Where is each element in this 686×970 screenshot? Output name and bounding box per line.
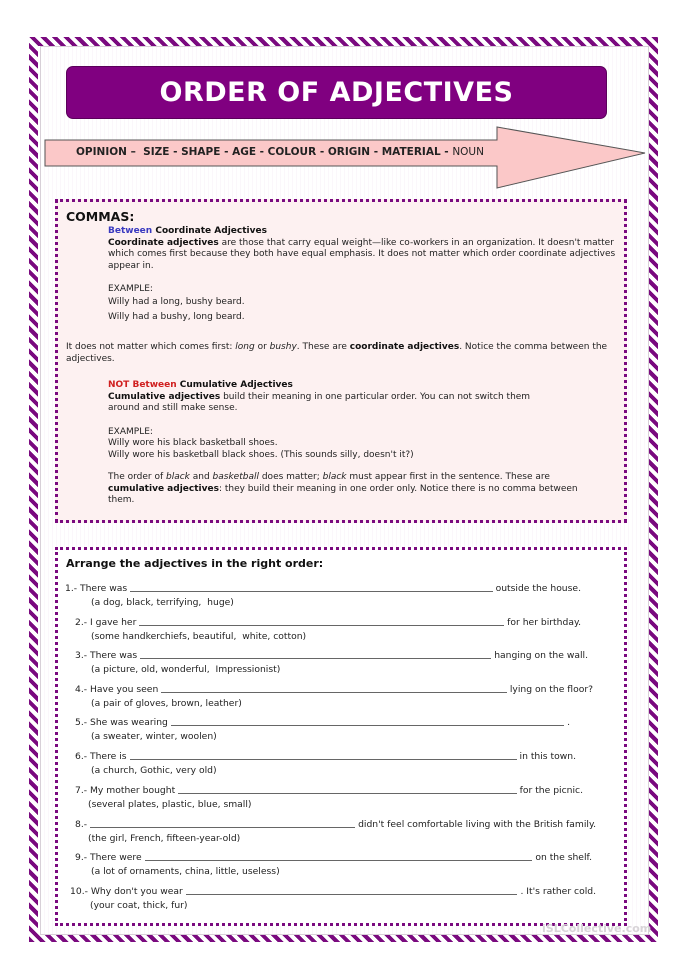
item-prefix: 2.- I gave her <box>75 617 137 628</box>
item-suffix: for the picnic. <box>519 785 583 796</box>
answer-blank[interactable] <box>140 658 491 659</box>
not-between-label: NOT Between <box>108 380 177 390</box>
answer-blank[interactable] <box>139 625 504 626</box>
item-prefix: 1.- There was <box>65 583 128 594</box>
item-prefix: 4.- Have you seen <box>75 684 159 695</box>
coordinate-note <box>66 342 620 365</box>
commas-section <box>55 199 627 523</box>
exercise-item <box>75 717 570 742</box>
note-italic: bushy <box>269 342 297 352</box>
coordinate-definition: are those that carry equal weight—like co-workers in an organization. It doesn't matter which comes first because they both have equal emphasis. It does not matter which order coordinate adjectives appear in. <box>108 237 616 271</box>
item-suffix: outside the house. <box>495 583 581 594</box>
exercise-heading: Arrange the adjectives in the right order: <box>66 557 324 570</box>
example-sentence: Willy wore his basketball black shoes. (This sounds silly, doesn't it?) <box>108 449 414 460</box>
item-suffix: in this town. <box>519 751 576 762</box>
coordinate-label: Coordinate Adjectives <box>152 226 267 236</box>
exercise-item <box>70 886 596 911</box>
between-label: Between <box>108 226 153 236</box>
exercise-item <box>75 819 596 844</box>
worksheet-title: ORDER OF ADJECTIVES <box>66 66 607 119</box>
item-suffix: hanging on the wall. <box>494 650 588 661</box>
note-text: : they build their meaning in one order only. Notice there is no comma between them. <box>108 483 578 505</box>
note-italic: long <box>235 342 255 352</box>
note-text: It does not matter which comes first: <box>66 342 236 352</box>
example-sentence: Willy had a bushy, long beard. <box>108 312 245 322</box>
note-text: does matter; <box>258 472 323 482</box>
note-text: or <box>254 342 270 352</box>
commas-heading: COMMAS: <box>66 209 135 224</box>
item-suffix: for her birthday. <box>507 617 581 628</box>
note-italic: basketball <box>212 472 259 482</box>
answer-blank[interactable] <box>161 692 507 693</box>
item-hint: (a dog, black, terrifying, huge) <box>91 597 234 608</box>
exercise-item <box>75 684 593 709</box>
item-suffix: . It's rather cold. <box>520 886 596 897</box>
item-hint: (several plates, plastic, blue, small) <box>88 799 252 810</box>
exercise-section <box>55 547 627 926</box>
cumulative-label: Cumulative Adjectives <box>176 380 293 390</box>
item-suffix: . <box>567 717 570 728</box>
item-hint: (a picture, old, wonderful, Impressionist) <box>91 664 281 675</box>
exercise-item <box>75 617 581 642</box>
item-prefix: 6.- There is <box>75 751 127 762</box>
answer-blank[interactable] <box>130 591 492 592</box>
item-hint: (the girl, French, fifteen-year-old) <box>88 833 241 844</box>
example-sentence: Willy had a long, bushy beard. <box>108 296 245 307</box>
item-hint: (some handkerchiefs, beautiful, white, cotton) <box>91 631 307 642</box>
order-sequence: OPINION – SIZE - SHAPE - AGE - COLOUR - ORIGIN - MATERIAL - <box>76 146 453 158</box>
item-prefix: 7.- My mother bought <box>75 785 176 796</box>
cumulative-block <box>108 380 620 507</box>
cumulative-definition: build their meaning in one particular order. You can not switch them around and still make sense. <box>108 391 531 413</box>
item-hint: (a sweater, winter, woolen) <box>91 731 217 742</box>
item-hint: (a pair of gloves, brown, leather) <box>91 698 242 709</box>
item-suffix: didn't feel comfortable living with the British family. <box>358 819 596 830</box>
item-prefix: 8.- <box>75 819 88 830</box>
note-text: . Notice the comma between the adjectives. <box>66 342 608 364</box>
exercise-item <box>75 852 592 877</box>
answer-blank[interactable] <box>178 793 516 794</box>
item-prefix: 10.- Why don't you wear <box>70 886 183 897</box>
exercise-item <box>65 583 581 608</box>
example-label: EXAMPLE: <box>108 284 153 294</box>
answer-blank[interactable] <box>145 860 533 861</box>
cumulative-term: Cumulative adjectives <box>108 391 221 402</box>
item-prefix: 5.- She was wearing <box>75 717 168 728</box>
note-text: . These are <box>296 342 350 352</box>
example-sentence: Willy wore his black basketball shoes. <box>108 438 278 448</box>
exercise-item <box>75 785 583 810</box>
answer-blank[interactable] <box>130 759 517 760</box>
item-hint: (your coat, thick, fur) <box>90 900 188 911</box>
note-text: The order of <box>108 472 166 482</box>
note-italic: black <box>322 472 347 482</box>
answer-blank[interactable] <box>186 894 518 895</box>
note-bold: coordinate adjectives <box>349 342 460 352</box>
answer-blank[interactable] <box>171 725 564 726</box>
coordinate-block <box>108 226 620 324</box>
answer-blank[interactable] <box>90 827 355 828</box>
item-suffix: lying on the floor? <box>509 684 593 695</box>
item-suffix: on the shelf. <box>535 852 592 863</box>
item-hint: (a church, Gothic, very old) <box>91 765 217 776</box>
item-prefix: 3.- There was <box>75 650 138 661</box>
note-text: must appear first in the sentence. These are <box>346 472 550 482</box>
note-bold: cumulative adjectives <box>108 483 219 494</box>
example-label: EXAMPLE: <box>108 426 153 437</box>
adjective-order-sequence <box>76 146 484 158</box>
coordinate-term: Coordinate adjectives <box>108 237 219 248</box>
order-noun: NOUN <box>452 146 484 158</box>
exercise-item <box>75 650 588 675</box>
order-arrow-shape <box>44 126 648 190</box>
watermark: iSLCollective.com <box>542 922 652 935</box>
item-hint: (a lot of ornaments, china, little, useless) <box>91 866 280 877</box>
exercise-item <box>75 751 576 776</box>
item-prefix: 9.- There were <box>75 852 142 863</box>
note-italic: black <box>166 472 190 482</box>
note-text: and <box>189 472 213 482</box>
